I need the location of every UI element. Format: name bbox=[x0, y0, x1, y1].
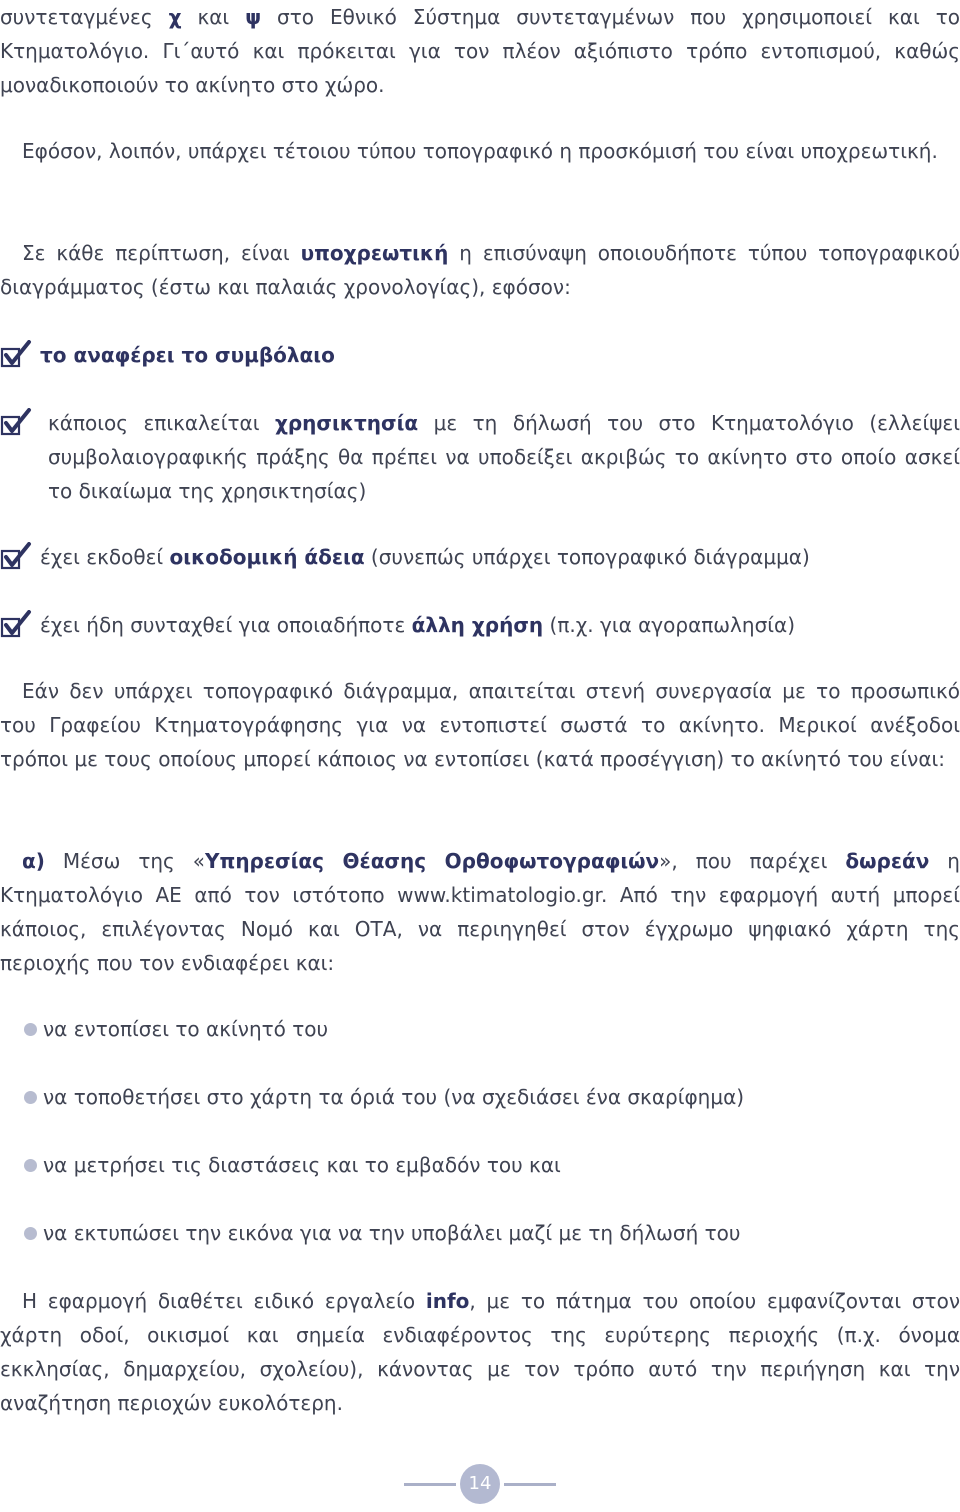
list-item: να εντοπίσει το ακίνητό του bbox=[24, 1012, 960, 1046]
checklist-item: το αναφέρει το συμβόλαιο bbox=[0, 338, 960, 372]
footer-divider-right bbox=[504, 1483, 556, 1486]
list-item: να τοποθετήσει στο χάρτη τα όριά του (να σχεδιάσει ένα σκαρίφημα) bbox=[24, 1080, 960, 1114]
chi-symbol: χ bbox=[168, 5, 182, 29]
psi-symbol: ψ bbox=[245, 5, 262, 29]
paragraph-any-case: Σε κάθε περίπτωση, είναι υποχρεωτική η επισύναψη οποιουδήποτε τύπου τοπογραφικού διαγράμματος (έστω και παλαιάς χρονολογίας), εφόσον: bbox=[0, 241, 960, 299]
checkmark-box-icon bbox=[0, 608, 38, 642]
footer-divider-left bbox=[404, 1483, 456, 1486]
bullet-dot-icon bbox=[24, 1227, 37, 1240]
checklist-item: έχει ήδη συνταχθεί για οποιαδήποτε άλλη χρήση (π.χ. για αγοραπωλησία) bbox=[0, 608, 960, 642]
checklist-item: έχει εκδοθεί οικοδομική άδεια (συνεπώς υπάρχει τοπογραφικό διάγραμμα) bbox=[0, 540, 960, 574]
paragraph-orthophoto-service: α) Μέσω της «Υπηρεσίας Θέασης Ορθοφωτογραφιών», που παρέχει δωρεάν η Κτηματολόγιο ΑΕ από τον ιστότοπο www.ktimatologio.gr. Από την εφαρμογή αυτή μπορεί κάποιος, επιλέγοντας Νομό και ΟΤΑ, να περιηγηθεί στον έγχρωμο ψηφιακό χάρτη της περιοχής που τον ενδιαφέρει και: bbox=[0, 849, 960, 975]
paragraph-mandatory: Εφόσον, λοιπόν, υπάρχει τέτοιου τύπου τοπογραφικό η προσκόμισή του είναι υποχρεωτική. bbox=[22, 139, 938, 163]
bullet-dot-icon bbox=[24, 1023, 37, 1036]
paragraph-info-tool: Η εφαρμογή διαθέτει ειδικό εργαλείο info, με το πάτημα του οποίου εμφανίζονται στον χάρτη οδοί, οικισμοί και σημεία ενδιαφέροντος της ευρύτερης περιοχής (π.χ. όνομα εκκλησίας, δημαρχείου, σχολείου), κάνοντας με τον τρόπο αυτό την περιήγηση και την αναζήτηση περιοχών ευκολότερη. bbox=[0, 1289, 960, 1415]
paragraph-coordinates: συντεταγμένες χ και ψ στο Εθνικό Σύστημα συντεταγμένων που χρησιμοποιεί και το Κτηματολόγιο. Γι΄αυτό και πρόκειται για τον πλέον αξιόπιστο τρόπο εντοπισμού, καθώς μοναδικοποιούν το ακίνητο στο χώρο. bbox=[0, 5, 960, 97]
bullet-dot-icon bbox=[24, 1091, 37, 1104]
checkmark-box-icon bbox=[0, 338, 38, 372]
page-footer bbox=[0, 1462, 960, 1506]
list-item: να εκτυπώσει την εικόνα για να την υποβάλει μαζί με τη δήλωσή του bbox=[24, 1216, 960, 1250]
paragraph-no-diagram: Εάν δεν υπάρχει τοπογραφικό διάγραμμα, απαιτείται στενή συνεργασία με το προσωπικό του Γραφείου Κτηματογράφησης για να εντοπιστεί σωστά το ακίνητο. Μερικοί ανέξοδοι τρόποι με τους οποίους μπορεί κάποιος να εντοπίσει (κατά προσέγγιση) το ακίνητό του είναι: bbox=[0, 679, 960, 771]
bullet-dot-icon bbox=[24, 1159, 37, 1172]
list-marker: α) bbox=[22, 849, 45, 873]
checkmark-box-icon bbox=[0, 406, 38, 440]
checkmark-box-icon bbox=[0, 540, 38, 574]
list-item: να μετρήσει τις διαστάσεις και το εμβαδόν του και bbox=[24, 1148, 960, 1182]
page-number: 14 bbox=[460, 1464, 500, 1504]
checklist-item: κάποιος επικαλείται χρησικτησία με τη δήλωσή του στο Κτηματολόγιο (ελλείψει συμβολαιογραφικής πράξης θα πρέπει να υποδείξει ακριβώς το ακίνητο στο οποίο ασκεί το δικαίωμα της χρησικτησίας) bbox=[0, 406, 960, 508]
